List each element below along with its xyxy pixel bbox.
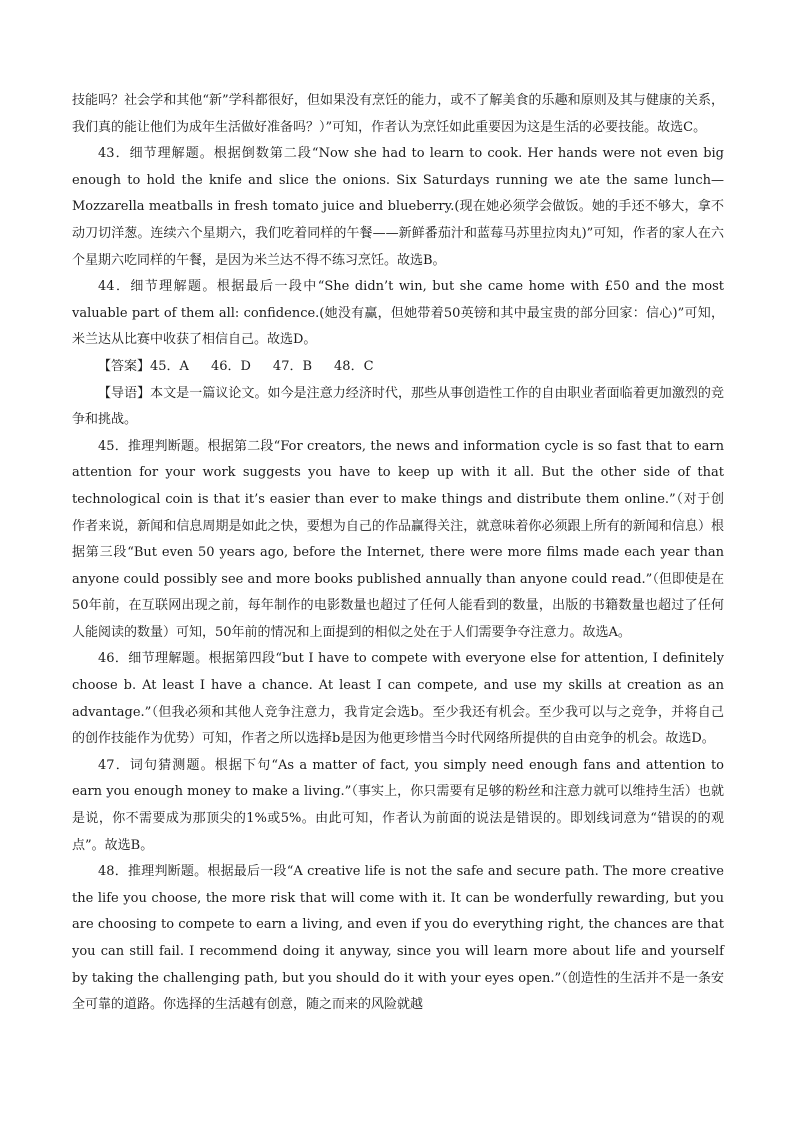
guide-paragraph	[72, 381, 724, 434]
paragraph-q47: 47．词句猜测题。根据下句“As a matter of fact, you simply need enough fans and attention to earn you enough money to make a living.”（事实上，你只需要有足够的粉丝和注意力就可以维持生活）也就是说，你不需要成为那顶尖的1%或5%。由此可知，作者认为前面的说法是错误的。即划线词意为“错误的的观点”。故选B。	[72, 757, 724, 853]
paragraph-q43: 43．细节理解题。根据倒数第二段“Now she had to learn to cook. Her hands were not even big enough to hold the knife and slice the onions. Six Saturdays running we ate the same lunch—Mozzarella meatballs in fresh tomato juice and blueberry.(现在她必须学会做饭。她的手还不够大，拿不动刀切洋葱。连续六个星期六，我们吃着同样的午餐——新鲜番茄汁和蓝莓马苏里拉肉丸)”可知，作者的家人在六个星期六吃同样的午餐，是因为米兰达不得不练习烹饪。故选B。	[72, 146, 724, 268]
paragraph-q46: 46．细节理解题。根据第四段“but I have to compete with everyone else for attention, I definitely choose b. At least I have a chance. At least I can compete, and use my skills at creation as an advantage.”（但我必须和其他人竞争注意力，我肯定会选b。至少我还有机会。至少我可以与之竞争，并将自己的创作技能作为优势）可知，作者之所以选择b是因为他更珍惜当今时代网络所提供的自由竞争的机会。故选D。	[72, 651, 724, 747]
document-page	[72, 88, 724, 1019]
guide-text: 本文是一篇议论文。如今是注意力经济时代，那些从事创造性工作的自由职业者面临着更加激烈的竞争和挑战。	[72, 385, 724, 428]
paragraph-q48: 48．推理判断题。根据最后一段“A creative life is not the safe and secure path. The more creative the life you choose, the more risk that will come with it. It can be wonderfully rewarding, but you are choosing to compete to earn a living, and even if you do everything right, the chances are that you can still fail. I recommend doing it anyway, since you will learn more about life and yourself by taking the challenging path, but you should do it with your eyes open.”（创造性的生活并不是一条安全可靠的道路。你选择的生活越有创意，随之而来的风险就越	[72, 864, 724, 1013]
answer-key-line	[72, 354, 724, 381]
paragraph-q42-conclusion: 技能吗？社会学和其他“新”学科都很好，但如果没有烹饪的能力，或不了解美食的乐趣和原则及其与健康的关系，我们真的能让他们为成年生活做好准备吗？）”可知，作者认为烹饪如此重要因为这是生活的必要技能。故选C。	[72, 93, 724, 135]
answer-tag: 【答案】	[98, 358, 151, 374]
answer-47: 47．B	[272, 358, 313, 374]
paragraph-q45: 45．推理判断题。根据第二段“For creators, the news and information cycle is so fast that to earn attention for your work suggests you have to keep up with it all. But the other side of that technological coin is that it’s easier than ever to make things and distribute them online.”（对于创作者来说，新闻和信息周期是如此之快，要想为自己的作品赢得关注，就意味着你必须跟上所有的新闻和信息）根据第三段“But even 50 years ago, before the Internet, there were more films made each year than anyone could possibly see and more books published annually than anyone could read.”（但即使是在50年前，在互联网出现之前，每年制作的电影数量也超过了任何人能看到的数量，出版的书籍数量也超过了任何人能阅读的数量）可知，50年前的情况和上面提到的相似之处在于人们需要争夺注意力。故选A。	[72, 438, 724, 640]
answer-46: 46．D	[210, 358, 251, 374]
answer-45: 45．A	[150, 358, 189, 374]
guide-tag: 【导语】	[98, 385, 151, 401]
answer-48: 48．C	[334, 358, 374, 374]
paragraph-q44: 44．细节理解题。根据最后一段中“She didn’t win, but she came home with £50 and the most valuable part of them all: confidence.(她没有赢，但她带着50英镑和其中最宝贵的部分回家：信心)”可知，米兰达从比赛中收获了相信自己。故选D。	[72, 279, 724, 348]
